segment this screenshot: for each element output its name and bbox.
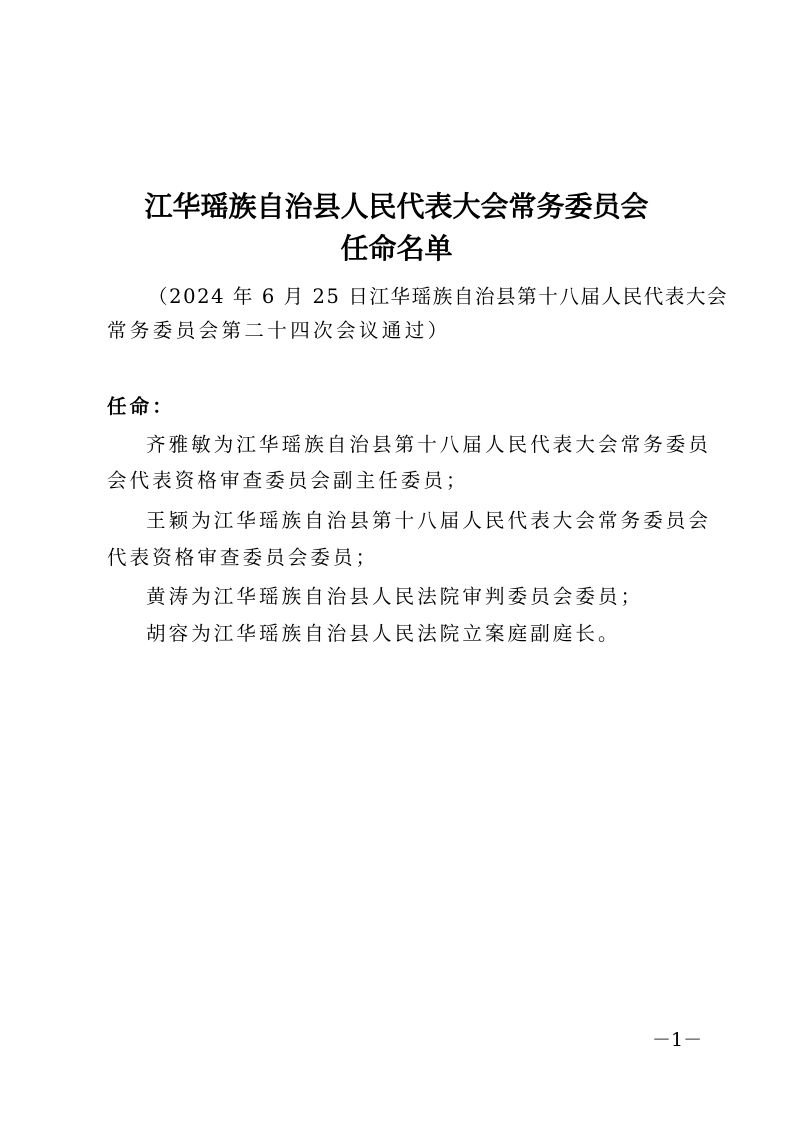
page-number: －1－	[652, 1029, 703, 1051]
document-title-line-2: 任命名单	[340, 232, 453, 265]
subtitle-line-2: 常务委员会第二十四次会议通过）	[107, 319, 451, 342]
appointment-1-line-1: 齐雅敏为江华瑶族自治县第十八届人民代表大会常务委员	[146, 433, 712, 456]
subtitle-line-1: （2024 年 6 月 25 日江华瑶族自治县第十八届人民代表大会	[148, 285, 729, 308]
appointment-2-line-2: 代表资格审查委员会委员；	[107, 546, 379, 569]
appointment-4-line-1: 胡容为江华瑶族自治县人民法院立案庭副庭长。	[146, 622, 621, 645]
appointment-2-line-1: 王颖为江华瑶族自治县第十八届人民代表大会常务委员会	[146, 509, 712, 532]
document-title-line-1: 江华瑶族自治县人民代表大会常务委员会	[144, 190, 649, 223]
section-heading: 任命：	[107, 395, 175, 418]
appointment-1-line-2: 会代表资格审查委员会副主任委员；	[107, 469, 469, 492]
appointment-3-line-1: 黄涛为江华瑶族自治县人民法院审判委员会委员；	[146, 585, 644, 608]
